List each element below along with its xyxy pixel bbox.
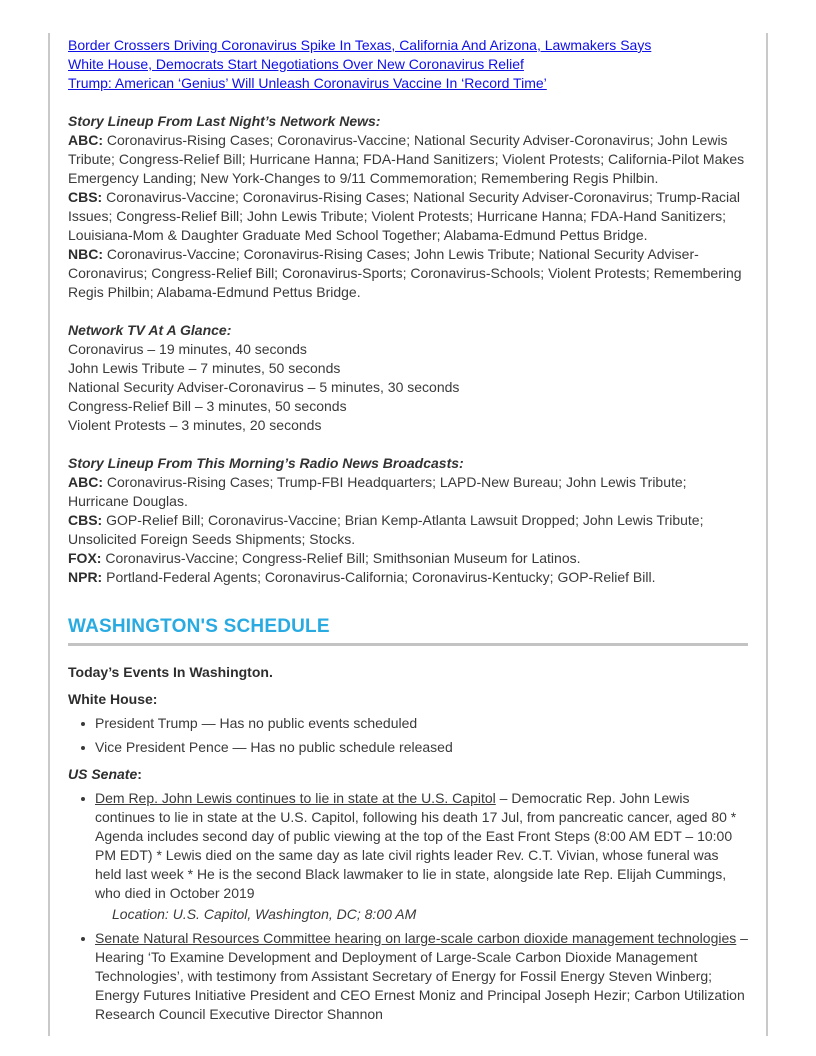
event-separator: – [736,930,748,946]
headline-link-vaccine-record-time[interactable]: Trump: American ‘Genius’ Will Unleash Coronavirus Vaccine In ‘Record Time’ [68,75,547,91]
network-label: ABC: [68,474,103,490]
radio-news-heading: Story Lineup From This Morning’s Radio News Broadcasts: [68,455,464,471]
radio-news-section [68,454,748,587]
network-label: CBS: [68,512,103,528]
network-lineup-text: Coronavirus-Rising Cases; Coronavirus-Vaccine; National Security Adviser-Coronavirus; John Lewis Tribute; Congress-Relief Bill; Hurricane Hanna; FDA-Hand Sanitizers; Violent Protests; California-Pilot Makes Emergency Landing; New York-Changes to 9/11 Commemoration; Remembering Regis Philbin. [68,132,745,186]
event-separator: – [495,790,512,806]
glance-line: Violent Protests – 3 minutes, 20 seconds [68,417,322,433]
network-label: NBC: [68,246,103,262]
white-house-bullet-pence: Vice President Pence — Has no public schedule released [95,738,748,757]
tv-glance-section [68,321,748,435]
network-news-item-abc [68,131,748,188]
event-description: Hearing ‘To Examine Development and Deployment of Large-Scale Carbon Dioxide Management Technologies’, with testimony from Assistant Secretary of Energy for Fossil Energy Steven Winberg; Energy Futures Initiative President and CEO Ernest Moniz and Principal Joseph Hezir; Carbon Utilization Research Council Executive Director Shannon [95,949,745,1022]
headline-link-relief-negotiations[interactable]: White House, Democrats Start Negotiations Over New Coronavirus Relief [68,56,524,72]
network-label: CBS: [68,189,103,205]
washingtons-schedule-heading: WASHINGTON'S SCHEDULE [68,616,748,646]
network-label: FOX: [68,550,102,566]
white-house-bullet-trump: President Trump — Has no public events scheduled [95,714,748,733]
radio-lineup-text: Coronavirus-Vaccine; Congress-Relief Bill; Smithsonian Museum for Latinos. [105,550,581,566]
radio-lineup-text: GOP-Relief Bill; Coronavirus-Vaccine; Brian Kemp-Atlanta Lawsuit Dropped; John Lewis Tribute; Unsolicited Foreign Seeds Shipments; Stocks. [68,512,704,547]
senate-event-carbon-dioxide-hearing [95,929,748,1024]
radio-news-item-abc [68,473,748,511]
glance-line: Coronavirus – 19 minutes, 40 seconds [68,341,307,357]
headline-link-border-crossers[interactable]: Border Crossers Driving Coronavirus Spike In Texas, California And Arizona, Lawmakers Says [68,37,652,53]
network-label: NPR: [68,569,103,585]
tv-glance-heading: Network TV At A Glance: [68,322,232,338]
radio-news-item-npr [68,568,748,587]
radio-lineup-text: Portland-Federal Agents; Coronavirus-California; Coronavirus-Kentucky; GOP-Relief Bill. [106,569,656,585]
headline-links [68,36,748,93]
event-description: Democratic Rep. John Lewis continues to lie in state at the U.S. Capitol, following his death 17 Jul, from pancreatic cancer, aged 80 * Agenda includes second day of public viewing at the top of the East Front Steps (8:00 AM EDT – 10:00 PM EDT) * Lewis died on the same day as late civil rights leader Rev. C.T. Vivian, whose funeral was held last week * He is the second Black lawmaker to lie in state, alongside late Rep. Elijah Cummings, who died in October 2019 [95,790,737,901]
event-title-link[interactable]: Senate Natural Resources Committee hearing on large-scale carbon dioxide management technologies [95,930,737,946]
briefing-page-body [48,33,768,1036]
radio-news-item-cbs [68,511,748,549]
event-location: Location: U.S. Capitol, Washington, DC; 8:00 AM [112,906,417,922]
network-news-item-cbs [68,188,748,245]
network-lineup-text: Coronavirus-Vaccine; Coronavirus-Rising Cases; National Security Adviser-Coronavirus; Trump-Racial Issues; Congress-Relief Bill; John Lewis Tribute; Violent Protests; Hurricane Hanna; FDA-Hand Sanitizers; Louisiana-Mom & Daughter Graduate Med School Together; Alabama-Edmund Pettus Bridge. [68,189,740,243]
glance-line: National Security Adviser-Coronavirus – 5 minutes, 30 seconds [68,379,460,395]
network-news-item-nbc [68,245,748,302]
network-news-heading: Story Lineup From Last Night’s Network News: [68,113,381,129]
senate-event-john-lewis [95,789,748,924]
todays-events-title: Today’s Events In Washington. [68,664,273,680]
us-senate-heading [68,765,748,784]
senate-events-list [68,789,748,1024]
network-lineup-text: Coronavirus-Vaccine; Coronavirus-Rising Cases; John Lewis Tribute; National Security Adviser-Coronavirus; Congress-Relief Bill; Coronavirus-Sports; Coronavirus-Schools; Violent Protests; Remembering Regis Philbin; Alabama-Edmund Pettus Bridge. [68,246,742,300]
network-news-section [68,112,748,302]
glance-line: John Lewis Tribute – 7 minutes, 50 seconds [68,360,341,376]
radio-lineup-text: Coronavirus-Rising Cases; Trump-FBI Headquarters; LAPD-New Bureau; John Lewis Tribute; Hurricane Douglas. [68,474,687,509]
glance-line: Congress-Relief Bill – 3 minutes, 50 seconds [68,398,347,414]
network-label: ABC: [68,132,103,148]
white-house-bullet-list [68,714,748,757]
event-title-link[interactable]: Dem Rep. John Lewis continues to lie in state at the U.S. Capitol [95,790,496,806]
white-house-heading: White House: [68,691,158,707]
us-senate-heading-colon: : [137,766,142,782]
radio-news-item-fox [68,549,748,568]
us-senate-heading-text: US Senate [68,766,138,782]
